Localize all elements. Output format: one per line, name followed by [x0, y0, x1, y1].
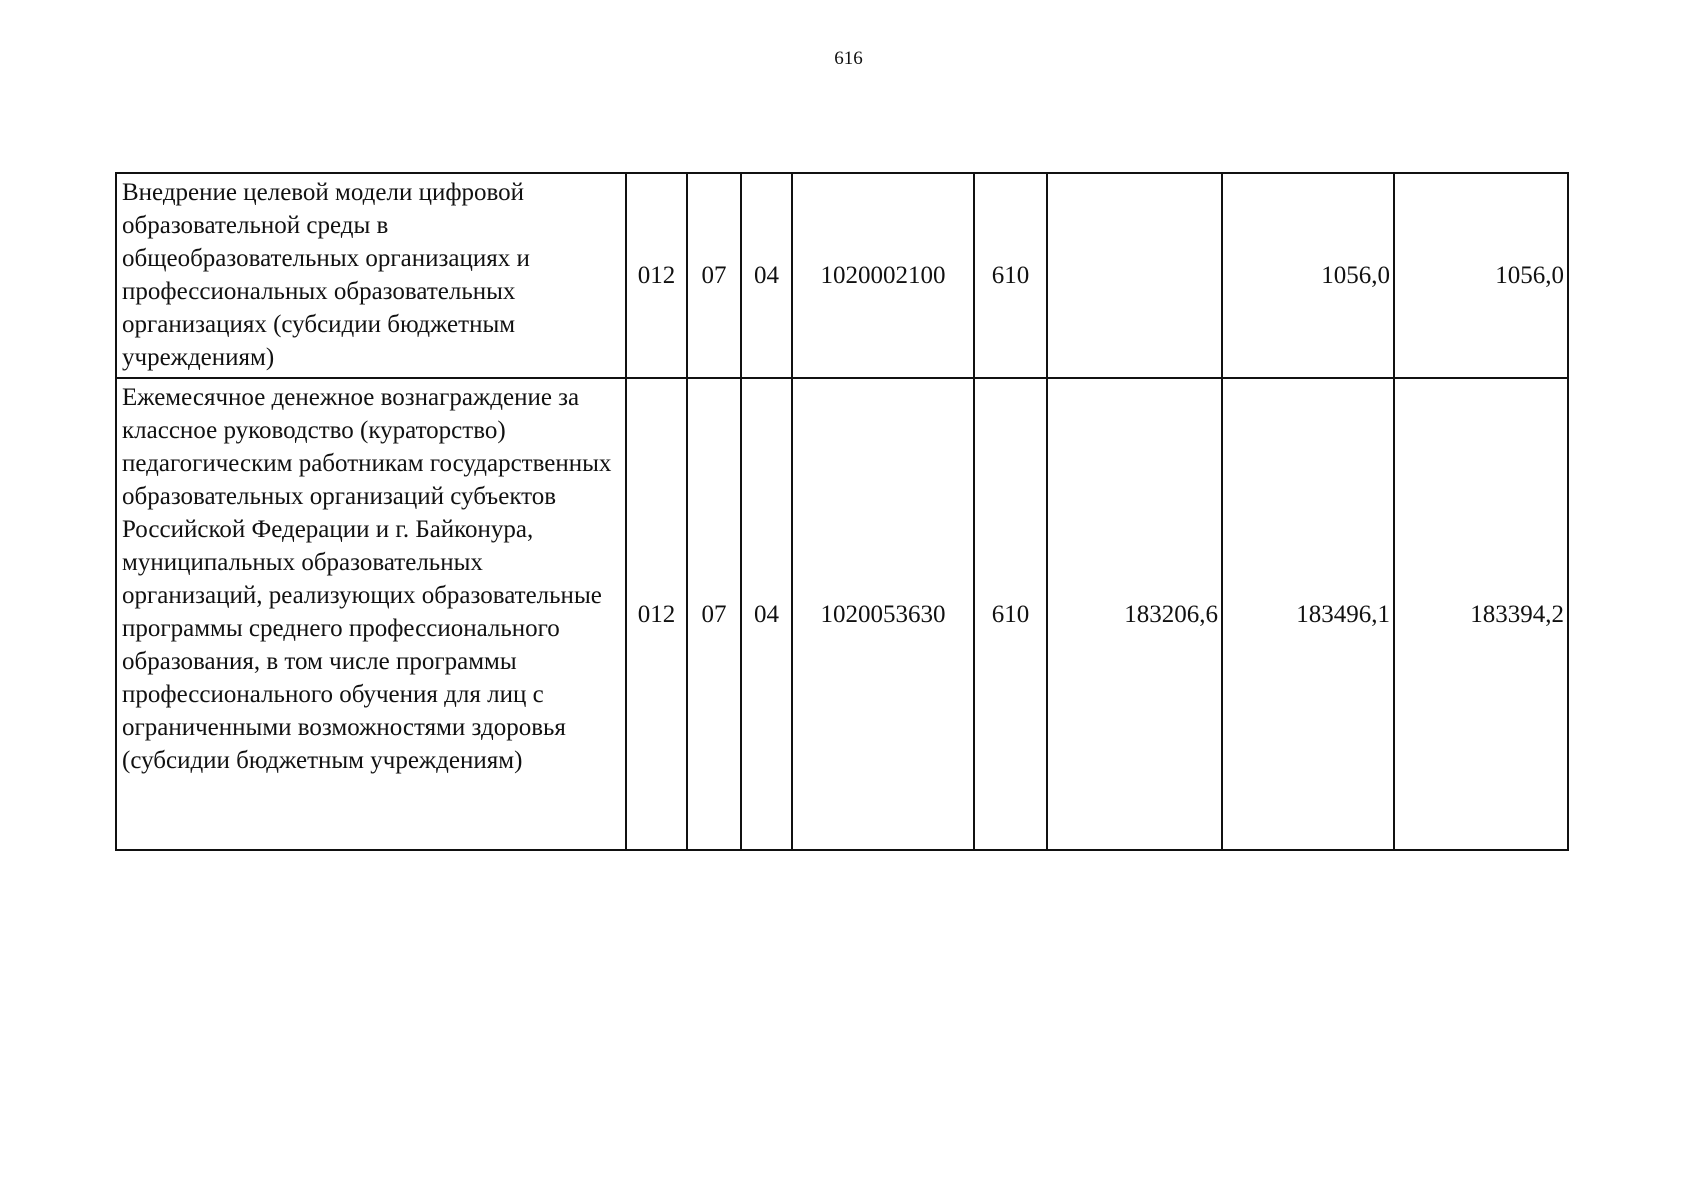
expense-type-code: 610 — [974, 173, 1047, 378]
page-number: 616 — [834, 48, 863, 69]
section-code: 07 — [687, 173, 741, 378]
subsection-code: 04 — [741, 378, 792, 850]
ministry-code: 012 — [626, 378, 687, 850]
target-article-code: 1020002100 — [792, 173, 974, 378]
amount-cell-2: 183496,1 — [1222, 378, 1394, 850]
section-code: 07 — [687, 378, 741, 850]
expense-type-code: 610 — [974, 378, 1047, 850]
row-description: Внедрение целевой модели цифровой образовательной среды в общеобразовательных организациях и профессиональных образовательных организациях (субсидии бюджетным учреждениям) — [116, 173, 626, 378]
amount-cell-1: 183206,6 — [1047, 378, 1222, 850]
amount-cell-3: 1056,0 — [1394, 173, 1568, 378]
amount-cell-2: 1056,0 — [1222, 173, 1394, 378]
target-article-code: 1020053630 — [792, 378, 974, 850]
subsection-code: 04 — [741, 173, 792, 378]
table-row — [116, 378, 1568, 850]
table-row — [116, 173, 1568, 378]
ministry-code: 012 — [626, 173, 687, 378]
amount-cell-3: 183394,2 — [1394, 378, 1568, 850]
row-description: Ежемесячное денежное вознаграждение за классное руководство (кураторство) педагогическим работникам государственных образовательных организаций субъектов Российской Федерации и г. Байконура, муниципальных образовательных организаций, реализующих образовательные программы среднего профессионального образования, в том числе программы профессионального обучения для лиц с ограниченными возможностями здоровья (субсидии бюджетным учреждениям) — [116, 378, 626, 850]
amount-cell-1 — [1047, 173, 1222, 378]
budget-table — [115, 172, 1569, 851]
